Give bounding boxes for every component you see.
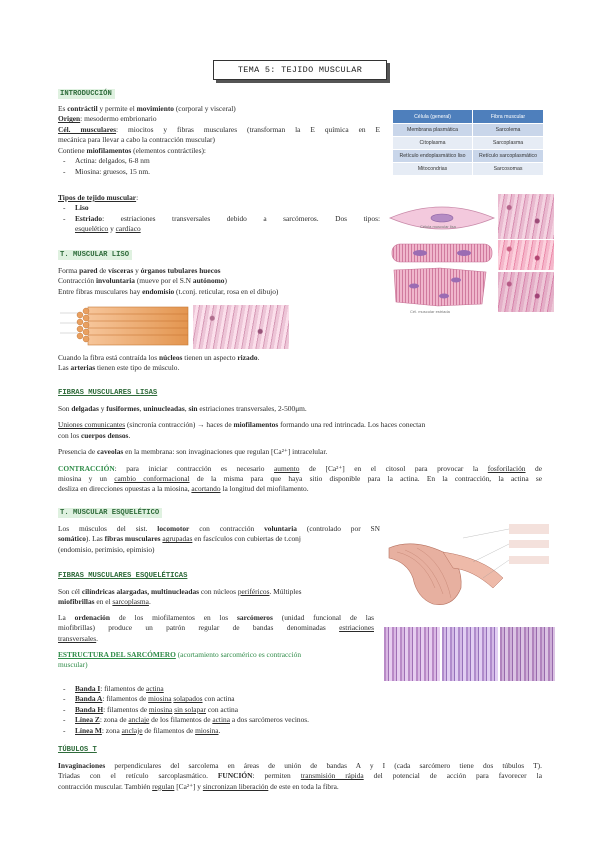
- list-item: - Banda H: filamentos de miosina sin solapar con actina: [58, 705, 388, 715]
- smooth-cell-caption: Célula muscular lisa: [420, 224, 456, 229]
- smooth-cell-illustration: [388, 200, 496, 236]
- skeletal-muscle-diagram: [383, 518, 555, 614]
- list-item: - Línea Z: zona de anclaje de los filamentos de actina a dos sarcómeros vecinos.: [58, 715, 388, 725]
- smooth-muscle-histology-image: [193, 305, 289, 349]
- t-tubules-heading: TÚBULOS T: [58, 746, 97, 754]
- smooth-muscle-text: Forma pared de vísceras y órganos tubulares huecos Contracción involuntaria (mueve por el S.N autónomo) Entre fibras musculares hay endomisio (t.conj. reticular, rosa en el dibujo): [58, 266, 279, 296]
- sarcomere-bands-list: [58, 684, 388, 736]
- type-liso: - Liso: [58, 203, 380, 213]
- list-item: - Banda A: filamentos de miosina solapados con actina: [58, 694, 388, 704]
- skeletal-histology-image-1: [384, 627, 440, 681]
- intro-cells: Cél. musculares: miocitos y fibras musculares (transforman la E química en E mecánica para llevar a cabo la contracción muscular) Contiene miofilamentos (elementos contráctiles): - Actina: delgados, 6-8 nm - Miosina: gruesos, 15 nm.: [58, 125, 380, 177]
- smooth-muscle-bundle-illustration: [60, 303, 190, 349]
- t-tubules-text: Invaginaciones perpendiculares del sarcolema en áreas de unión de bandas A y I (cada sarcómero tiene dos túbulos T). Triadas con el retículo sarcoplasmático. FUNCIÓN: permiten transmisión rápida del potencial de acción para favorecer la contracción muscular. También regulan [Ca²⁺] y sincronizan liberación de este en toda la fibra.: [58, 761, 542, 791]
- smooth-muscle-heading: T. MUSCULAR LISO: [58, 250, 132, 260]
- table-header: Célula (general): [393, 110, 473, 124]
- skeletal-muscle-heading: T. MUSCULAR ESQUELÉTICO: [58, 508, 162, 518]
- bullet-actina: - Actina: delgados, 6-8 nm: [58, 156, 380, 166]
- type-estriado: - Estriado: estriaciones transversales debido a sarcómeros. Dos tipos:: [58, 214, 380, 224]
- skeletal-muscle-text: Los músculos del sist. locomotor con contracción voluntaria (controlado por SN somático). Las fibras musculares agrupadas en fascículos con cubiertas de t.conj (endomisio, perimisio, epimisio): [58, 524, 380, 554]
- list-item: - Banda I: filamentos de actina: [58, 684, 388, 694]
- histology-skeletal-image: [498, 272, 554, 312]
- list-item: - Línea M: zona anclaje de filamentos de miosina.: [58, 726, 388, 736]
- histology-smooth-image: [498, 194, 554, 239]
- intro-text: [58, 104, 388, 125]
- skeletal-fibers-heading: FIBRAS MUSCULARES ESQUELÉTICAS: [58, 572, 188, 580]
- table-row: Mitocondrias Sarcosomas: [393, 163, 544, 176]
- skeletal-fibers-text: Son cél cilíndricas alargadas, multinucleadas con núcleos periféricos. Múltiples miofibrillas en el sarcoplasma. La ordenación de los miofilamentos en los sarcómeros (unidad funcional de las miofibrillas) produce un patrón regular de bandas denominadas estriaciones transversales. ESTRUCTURA DEL SARCÓMERO (acortamiento sarcomérico es contracción muscular): [58, 587, 374, 670]
- table-row: Membrana plasmática Sarcolema: [393, 124, 544, 137]
- cell-comparison-table: [392, 109, 544, 176]
- skeletal-histology-image-3: [500, 627, 555, 681]
- bullet-miosina: - Miosina: gruesos, 15 nm.: [58, 167, 380, 177]
- striated-cells-illustration: [390, 240, 496, 312]
- page-title: TEMA 5: TEJIDO MUSCULAR: [213, 60, 387, 80]
- table-row: Citoplasma Sarcoplasma: [393, 137, 544, 150]
- skeletal-histology-image-2: [442, 627, 498, 681]
- types-block: Tipos de tejido muscular: - Liso - Estriado: estriaciones transversales debido a sarcómeros. Dos tipos: esquelético y cardíaco: [58, 193, 380, 235]
- intro-line-2: Origen: mesodermo embrionario: [58, 114, 157, 124]
- intro-line-1: Es contráctil y permite el movimiento (corporal y visceral): [58, 104, 236, 113]
- table-row: Retículo endoplasmático liso Retículo sarcoplasmático: [393, 150, 544, 163]
- smooth-fibers-text: Son delgadas y fusiformes, uninucleadas, sin estriaciones transversales, 2-500μm. Uniones comunicantes (sincronía contracción) → haces de miofilamentos formando una red intrincada. Los haces conectan con los cuerpos densos. Presencia de caveolas en la membrana: son invaginaciones que regulan [Ca²⁺] intracelular. CONTRACCIÓN: para iniciar contracción es necesario aumento de [Ca²⁺] en el citosol para provocar la fosforilación de miosina y un cambio conformacional de la misma para que haya sitio disponible para la actina. En la contracción, la actina se desliza en direcciones opuestas a la miosina, acortando la longitud del miofilamento.: [58, 404, 543, 494]
- smooth-fibers-heading: FIBRAS MUSCULARES LISAS: [58, 389, 158, 397]
- intro-heading: INTRODUCCIÓN: [58, 89, 115, 99]
- histology-cardiac-image: [498, 240, 554, 270]
- table-header: Fibra muscular: [473, 110, 544, 124]
- smooth-muscle-notes: Cuando la fibra está contraída los núcleos tienen un aspecto rizado. Las arterias tienen este tipo de músculo.: [58, 353, 260, 373]
- striated-cell-caption: Cél. muscular estriada: [410, 309, 450, 314]
